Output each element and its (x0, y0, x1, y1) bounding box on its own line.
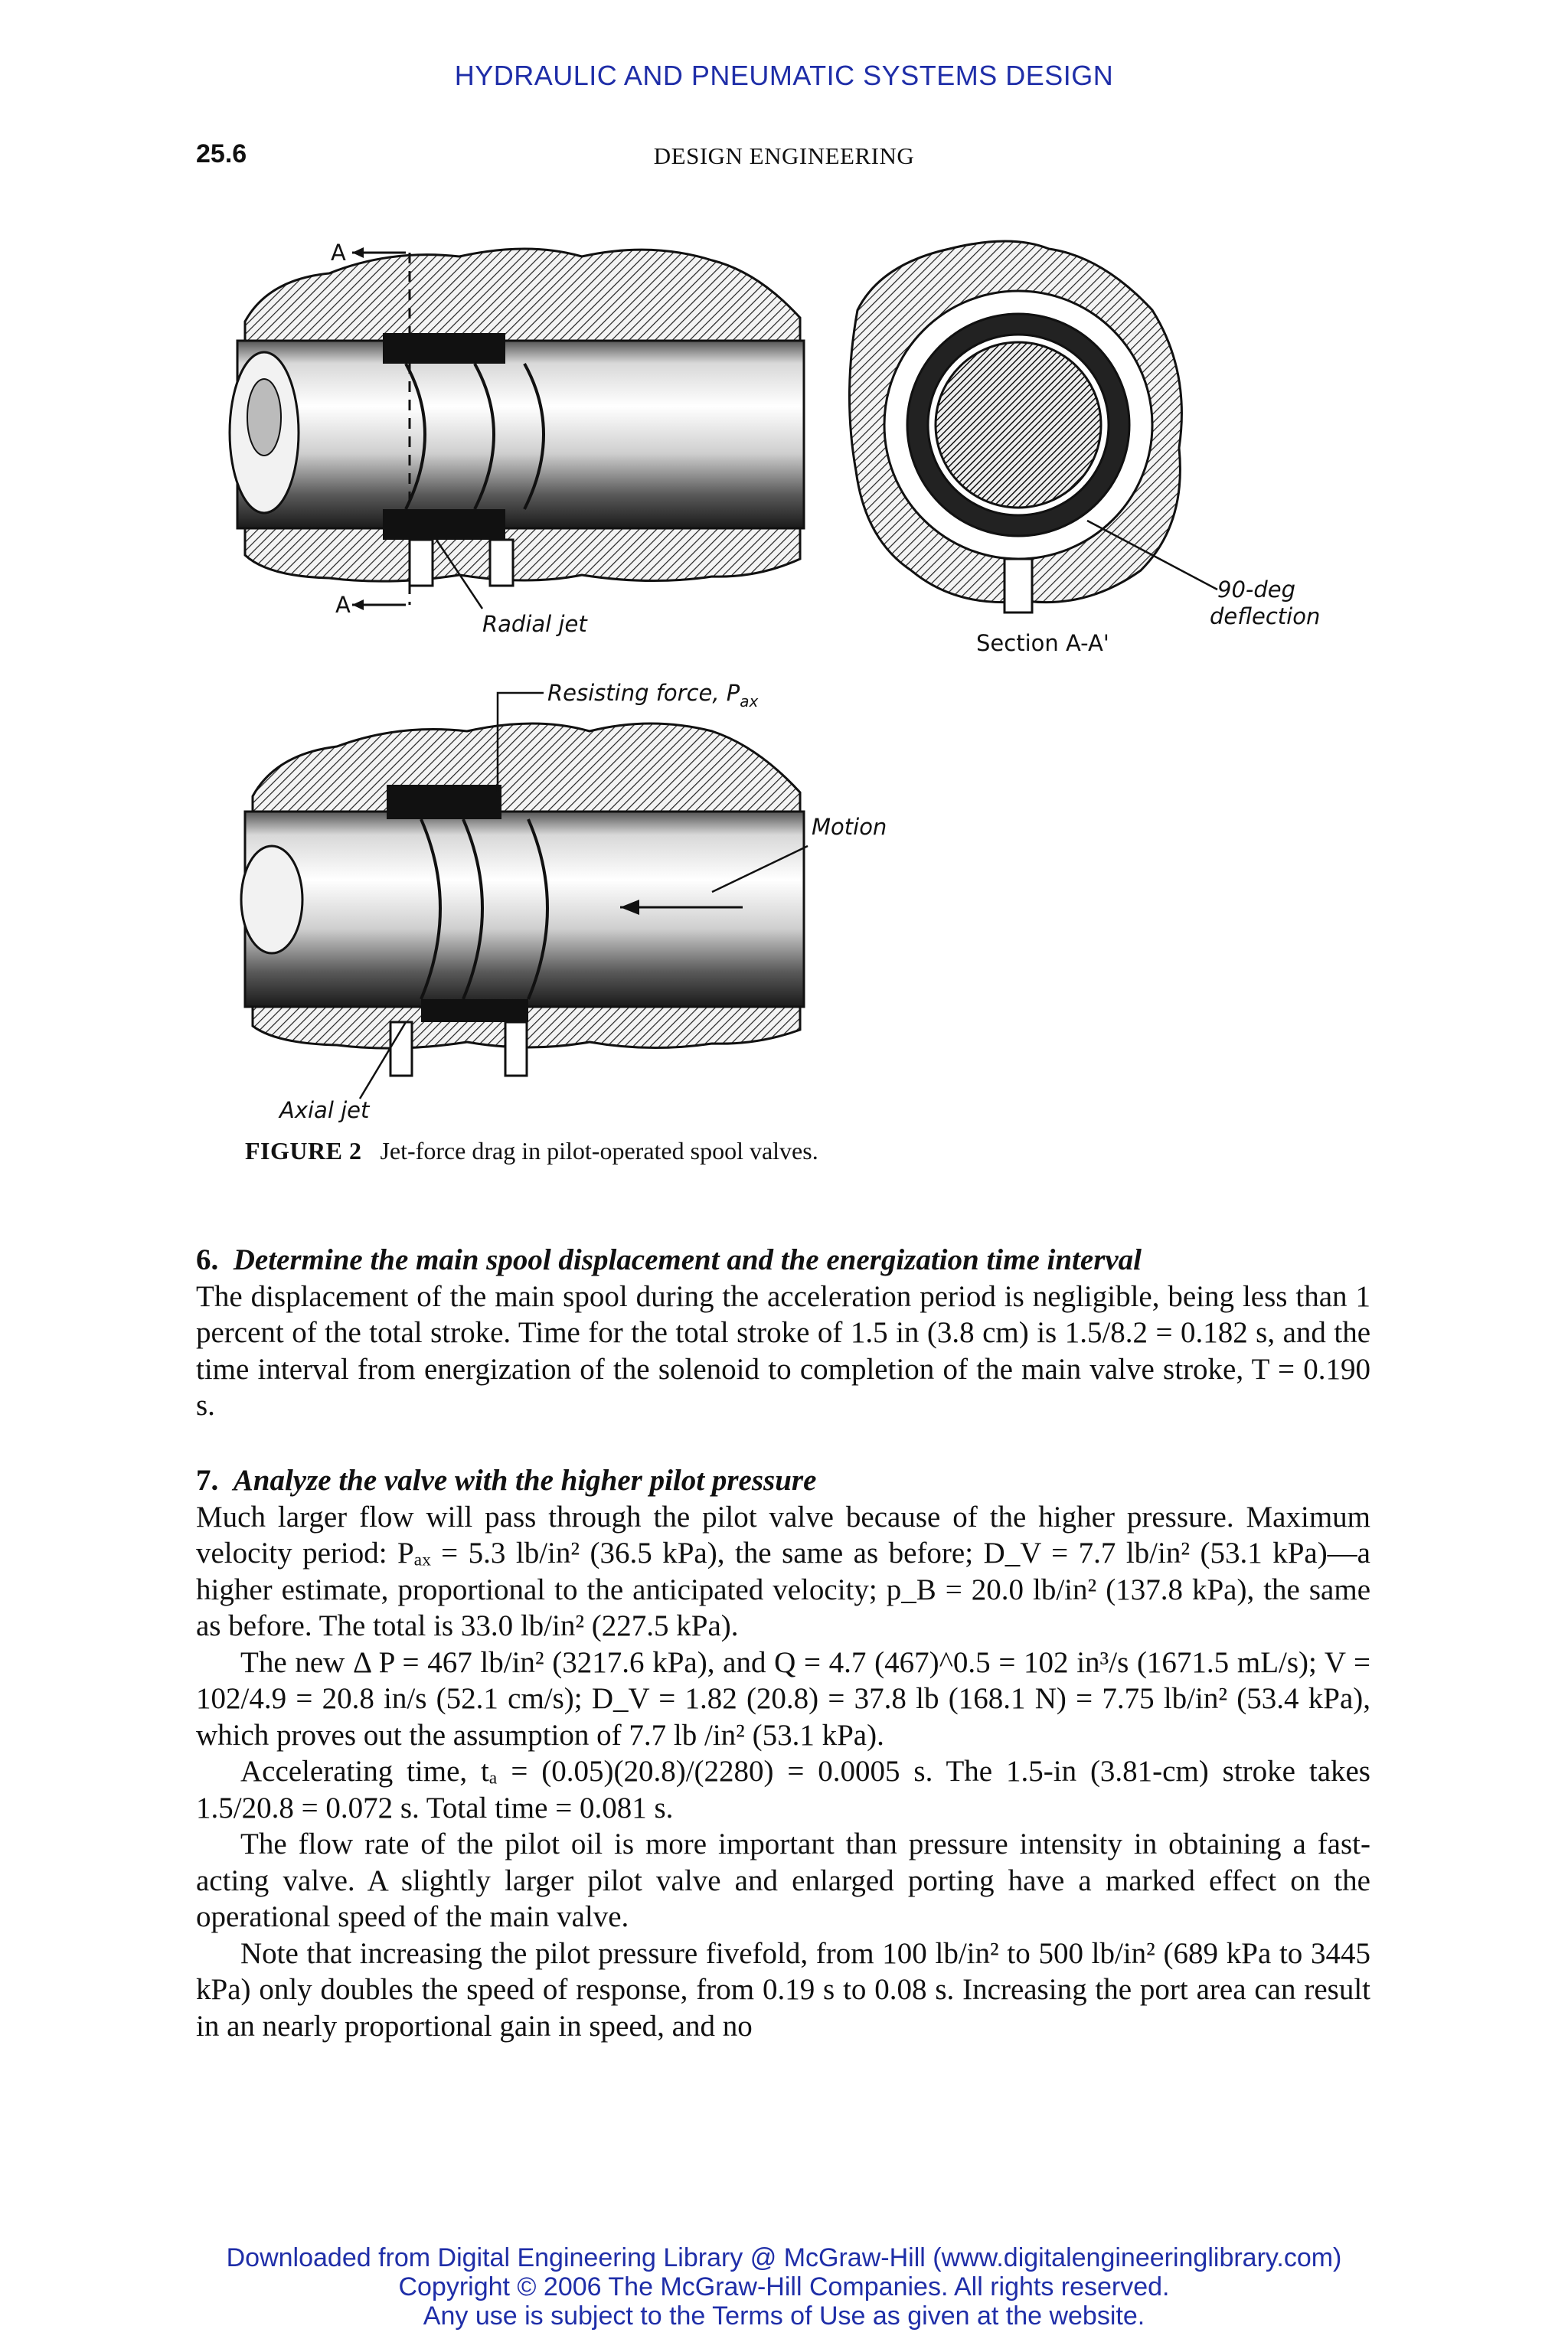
book-title-header: HYDRAULIC AND PNEUMATIC SYSTEMS DESIGN (454, 60, 1114, 91)
section-6-heading (196, 1242, 1370, 1279)
bottom-spool-cylinder (245, 812, 804, 1007)
section-7-paragraph-5: Note that increasing the pilot pressure fivefold, from 100 lb/in² to 500 lb/in² (689 kPa to 3445 kPa) only doubles the speed of response, from 0.19 s to 0.08 s. Increasing the port area can result in an nearly proportional gain in speed, and no (196, 1936, 1370, 2043)
section-a-a-view (849, 241, 1320, 656)
section-6-number: 6. (196, 1243, 219, 1276)
section-7 (196, 1462, 1370, 2044)
section-7-heading (196, 1462, 1370, 1499)
section-marker-a-bottom: A (335, 592, 351, 618)
page-number: 25.6 (196, 139, 247, 168)
section-7-paragraph-1: Much larger flow will pass through the pilot valve because of the higher pressure. Maximum velocity period: Pₐₓ = 5.3 lb/in² (36.5 kPa), the same as before; D_V = 7.7 lb/in² (53.1 kPa)—a higher estimate, proportional to the anticipated velocity; p_B = 20.0 lb/in² (137.8 kPa), the same as before. The total is 33.0 lb/in² (227.5 kPa). (196, 1500, 1370, 1642)
top-spool-view (230, 240, 804, 637)
axial-jet-label: Axial jet (279, 1097, 370, 1123)
section-6 (196, 1242, 1370, 1424)
footer-download-line[interactable]: Downloaded from Digital Engineering Library @ McGraw-Hill (www.digitalengineeringlibrary.com) (226, 2243, 1342, 2272)
section-6-title: Determine the main spool displacement and the energization time interval (233, 1243, 1142, 1276)
radial-jet-label: Radial jet (482, 611, 587, 637)
figure-2-illustration (222, 218, 1348, 1129)
resisting-force-label: Resisting force, $P_{ax}$ (547, 680, 759, 710)
section-6-paragraph: The displacement of the main spool during the acceleration period is negligible, being less than 1 percent of the total stroke. Time for the total stroke of 1.5 in (3.8 cm) is 1.5/8.2 = 0.182 s, and the time interval from energization of the solenoid to completion of the main valve stroke, T = 0.190 s. (196, 1279, 1370, 1422)
section-a-a-label: Section A-A' (976, 630, 1109, 656)
deflection-label-line2: deflection (1210, 603, 1321, 629)
motion-label: Motion (812, 814, 887, 840)
section-7-paragraph-3: Accelerating time, tₐ = (0.05)(20.8)/(2280) = 0.0005 s. The 1.5-in (3.81-cm) stroke takes 1.5/20.8 = 0.072 s. Total time = 0.081 s. (196, 1755, 1370, 1824)
figure-caption-label: FIGURE 2 (245, 1137, 362, 1165)
spool-valve-drawing (222, 218, 1348, 1129)
running-head: DESIGN ENGINEERING (653, 142, 915, 169)
figure-caption (245, 1137, 818, 1165)
figure-caption-text: Jet-force drag in pilot-operated spool valves. (380, 1137, 818, 1165)
top-spool-cylinder (237, 341, 804, 528)
footer-copyright-line: Copyright © 2006 The McGraw-Hill Companies. All rights reserved. (398, 2272, 1170, 2301)
section-7-paragraph-4: The flow rate of the pilot oil is more important than pressure intensity in obtaining a fast-acting valve. A slightly larger pilot valve and enlarged porting have a marked effect on the operational speed of the main valve. (196, 1828, 1370, 1933)
section-7-paragraph-2: The new Δ P = 467 lb/in² (3217.6 kPa), and Q = 4.7 (467)^0.5 = 102 in³/s (1671.5 mL/s); V = 102/4.9 = 20.8 in/s (52.1 cm/s); D_V = 1.82 (20.8) = 37.8 lb (168.1 N) = 7.75 lb/in² (53.4 kPa), which proves out the assumption of 7.7 lb /in² (53.1 kPa). (196, 1645, 1370, 1752)
bottom-spool-view (241, 680, 887, 1123)
section-7-title: Analyze the valve with the higher pilot pressure (233, 1464, 817, 1497)
footer-terms-line[interactable]: Any use is subject to the Terms of Use as given at the website. (423, 2301, 1145, 2331)
deflection-label-line1: 90-deg (1217, 577, 1296, 603)
top-body-casting (245, 249, 800, 341)
spool-cross-section (936, 342, 1101, 508)
section-7-number: 7. (196, 1464, 219, 1497)
bottom-body-casting (245, 528, 800, 581)
section-marker-a-top: A (331, 240, 346, 266)
download-footer (0, 2243, 1568, 2331)
